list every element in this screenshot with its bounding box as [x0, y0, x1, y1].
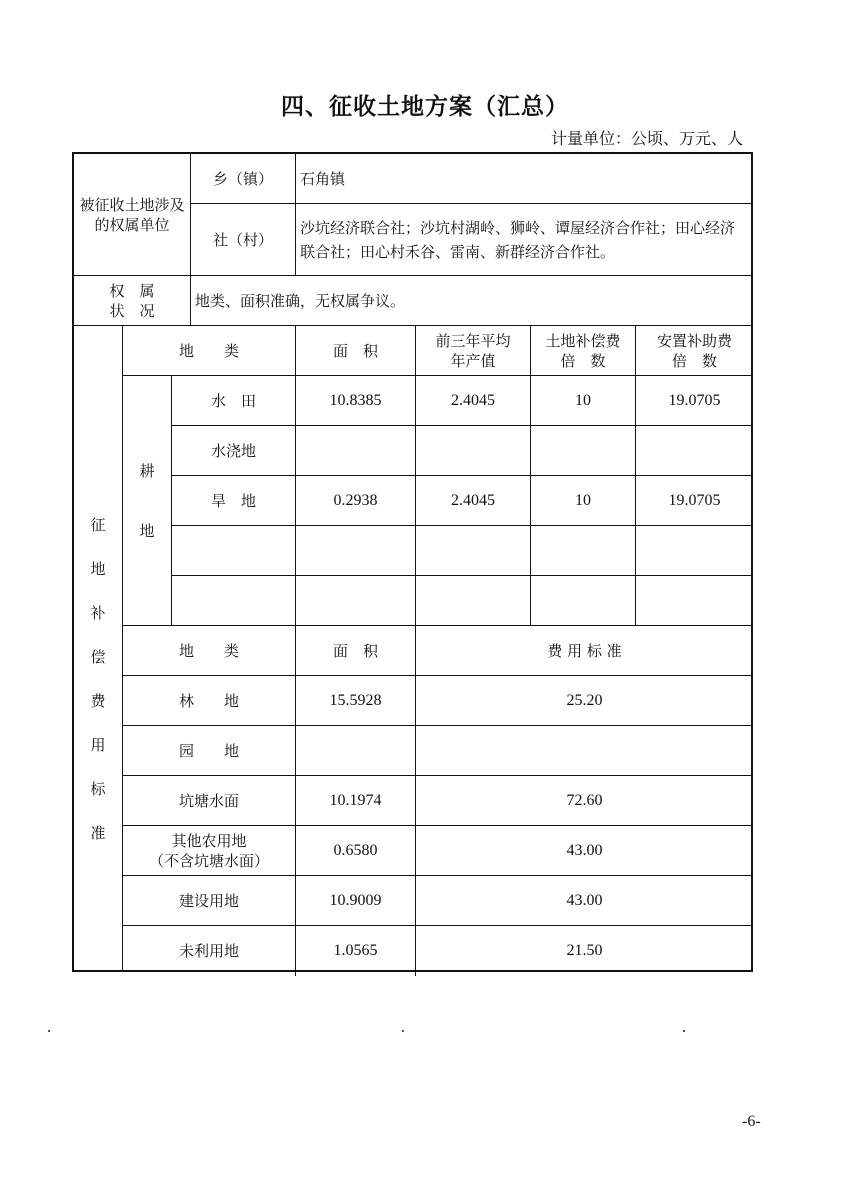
header-resettle-line2: 倍 数 [671, 351, 717, 370]
header-avg-output [416, 326, 531, 376]
side-char: 准 [90, 824, 106, 842]
side-char: 补 [90, 604, 106, 622]
header-resettle-multiple [636, 326, 753, 376]
header-comp-line1: 土地补偿费 [545, 331, 621, 350]
cultivated-cell-comp [531, 426, 636, 476]
town-value: 石角镇 [296, 154, 753, 204]
side-char: 用 [90, 736, 106, 754]
other-cell-type [123, 676, 296, 726]
land-type-name: 坑塘水面 [178, 791, 239, 810]
cultivated-cell-type: 水 田 [172, 376, 296, 426]
header2-land-type: 地 类 [123, 626, 296, 676]
other-cell-type [123, 826, 296, 876]
header-comp-line2: 倍 数 [560, 351, 606, 370]
cultivated-cell-resettle [636, 576, 753, 626]
page-number: -6- [742, 1113, 761, 1130]
other-cell-area: 10.9009 [296, 876, 416, 926]
land-type-name: 建设用地 [178, 891, 239, 910]
side-char: 地 [90, 560, 106, 578]
other-cell-area: 1.0565 [296, 926, 416, 976]
ownership-label [74, 154, 191, 276]
header-area: 面 积 [296, 326, 416, 376]
cultivated-cell-area [296, 576, 416, 626]
header2-area: 面 积 [296, 626, 416, 676]
cultivated-label [123, 376, 172, 626]
cultivated-cell-resettle [636, 426, 753, 476]
land-type-name: 其他农用地 [171, 831, 247, 850]
compensation-side-label [74, 326, 123, 972]
scan-speck [48, 1030, 50, 1032]
cultivated-cell-avg: 2.4045 [416, 476, 531, 526]
other-cell-area: 15.5928 [296, 676, 416, 726]
cultivated-cell-resettle: 19.0705 [636, 476, 753, 526]
other-cell-type [123, 926, 296, 976]
side-char: 征 [90, 516, 106, 534]
other-cell-type [123, 776, 296, 826]
scan-speck [402, 1030, 404, 1032]
town-label: 乡（镇） [191, 154, 296, 204]
cultivated-cell-comp [531, 526, 636, 576]
cultivated-char: 地 [139, 521, 155, 540]
document-title: 四、征收土地方案（汇总） [281, 94, 569, 120]
scan-speck [683, 1030, 685, 1032]
header-avg-output-line1: 前三年平均 [435, 331, 511, 350]
cultivated-cell-resettle [636, 526, 753, 576]
other-cell-fee: 25.20 [416, 676, 753, 726]
cultivated-cell-type: 旱 地 [172, 476, 296, 526]
cultivated-cell-avg [416, 526, 531, 576]
status-label-line1: 权 属 [109, 281, 155, 300]
cultivated-cell-comp [531, 576, 636, 626]
land-type-name: 园 地 [178, 741, 239, 760]
ownership-label-text: 被征收土地涉及的权属单位 [79, 195, 185, 234]
cultivated-cell-avg [416, 576, 531, 626]
status-label [74, 276, 191, 326]
land-acquisition-table [72, 152, 753, 972]
side-char: 偿 [90, 648, 106, 666]
other-cell-fee: 43.00 [416, 826, 753, 876]
village-label: 社（村） [191, 204, 296, 276]
other-cell-fee: 72.60 [416, 776, 753, 826]
cultivated-cell-comp: 10 [531, 476, 636, 526]
village-value: 沙坑经济联合社；沙坑村湖岭、狮岭、谭屋经济合作社；田心经济联合社；田心村禾谷、雷南、新群经济合作社。 [296, 204, 753, 276]
cultivated-cell-avg: 2.4045 [416, 376, 531, 426]
land-type-name: 林 地 [178, 691, 239, 710]
cultivated-cell-area: 0.2938 [296, 476, 416, 526]
cultivated-cell-type: 水浇地 [172, 426, 296, 476]
land-type-name: 未利用地 [178, 942, 239, 960]
status-label-line2: 状 况 [109, 301, 155, 320]
other-cell-type [123, 876, 296, 926]
cultivated-cell-area: 10.8385 [296, 376, 416, 426]
cultivated-cell-type [172, 576, 296, 626]
cultivated-char: 耕 [139, 461, 155, 480]
status-value: 地类、面积准确，无权属争议。 [191, 276, 753, 326]
cultivated-cell-comp: 10 [531, 376, 636, 426]
other-cell-area [296, 726, 416, 776]
cultivated-cell-resettle: 19.0705 [636, 376, 753, 426]
cultivated-cell-area [296, 526, 416, 576]
other-cell-fee: 21.50 [566, 942, 603, 959]
side-char: 标 [90, 780, 106, 798]
other-cell-type [123, 726, 296, 776]
other-cell-fee [416, 726, 753, 776]
cultivated-cell-avg [416, 426, 531, 476]
measurement-unit: 计量单位：公顷、万元、人 [550, 129, 743, 148]
side-char: 费 [90, 692, 106, 710]
cultivated-cell-area [296, 426, 416, 476]
other-cell-fee: 43.00 [416, 876, 753, 926]
header-resettle-line1: 安置补助费 [656, 331, 732, 350]
other-cell-area: 0.6580 [296, 826, 416, 876]
other-cell-area: 10.1974 [296, 776, 416, 826]
land-type-note: （不含坑塘水面） [148, 851, 269, 870]
header-land-type: 地 类 [123, 326, 296, 376]
header-avg-output-line2: 年产值 [450, 351, 496, 370]
header-comp-multiple [531, 326, 636, 376]
header2-fee-standard: 费 用 标 准 [416, 626, 753, 676]
cultivated-cell-type [172, 526, 296, 576]
